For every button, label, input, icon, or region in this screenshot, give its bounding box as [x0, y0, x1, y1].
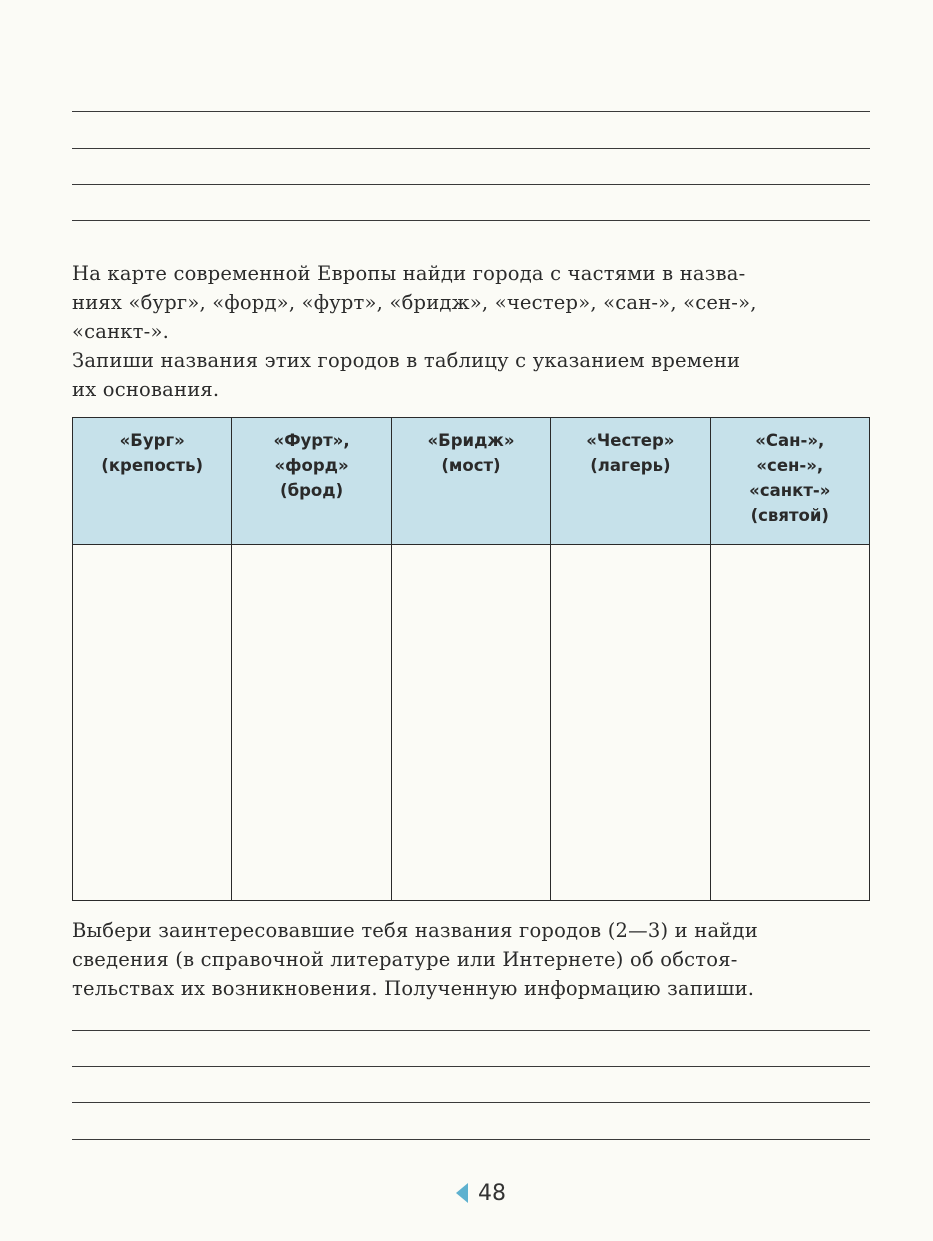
page-number: [456, 1178, 506, 1208]
writing-line[interactable]: [72, 1139, 870, 1140]
writing-line[interactable]: [72, 1066, 870, 1067]
header-burg: «Бург» (крепость): [73, 418, 232, 545]
triangle-left-icon: [456, 1183, 468, 1203]
task-1-instructions: [72, 259, 870, 404]
task-2-line: тельствах их возникновения. Полученную информацию запиши.: [72, 977, 755, 1000]
task-2-line: Выбери заинтересовавшие тебя названия городов (2—3) и найди: [72, 919, 758, 942]
writing-line[interactable]: [72, 1030, 870, 1031]
table-header-row: [73, 418, 870, 545]
cities-table: [72, 417, 870, 901]
task-1-line: Запиши названия этих городов в таблицу с указанием времени: [72, 349, 741, 372]
task-2-instructions: [72, 916, 870, 1003]
answer-cell-san[interactable]: [710, 545, 869, 901]
writing-line[interactable]: [72, 111, 870, 112]
header-chester: «Честер» (лагерь): [551, 418, 710, 545]
header-san: «Сан-», «сен-», «санкт-» (святой): [710, 418, 869, 545]
task-1-line: их основания.: [72, 378, 220, 401]
writing-line[interactable]: [72, 1102, 870, 1103]
task-1-line: ниях «бург», «форд», «фурт», «бридж», «честер», «сан-», «сен-»,: [72, 291, 757, 314]
task-2-line: сведения (в справочной литературе или Интернете) об обстоя-: [72, 948, 738, 971]
header-bridge: «Бридж» (мост): [391, 418, 550, 545]
table-row: [73, 545, 870, 901]
writing-line[interactable]: [72, 184, 870, 185]
writing-line[interactable]: [72, 220, 870, 221]
task-1-line: «санкт-».: [72, 320, 169, 343]
answer-cell-burg[interactable]: [73, 545, 232, 901]
header-furt: «Фурт», «форд» (брод): [232, 418, 391, 545]
task-1-line: На карте современной Европы найди города с частями в назва-: [72, 262, 746, 285]
page-number-text: 48: [478, 1180, 506, 1206]
writing-line[interactable]: [72, 148, 870, 149]
answer-cell-bridge[interactable]: [391, 545, 550, 901]
answer-cell-furt[interactable]: [232, 545, 391, 901]
answer-cell-chester[interactable]: [551, 545, 710, 901]
